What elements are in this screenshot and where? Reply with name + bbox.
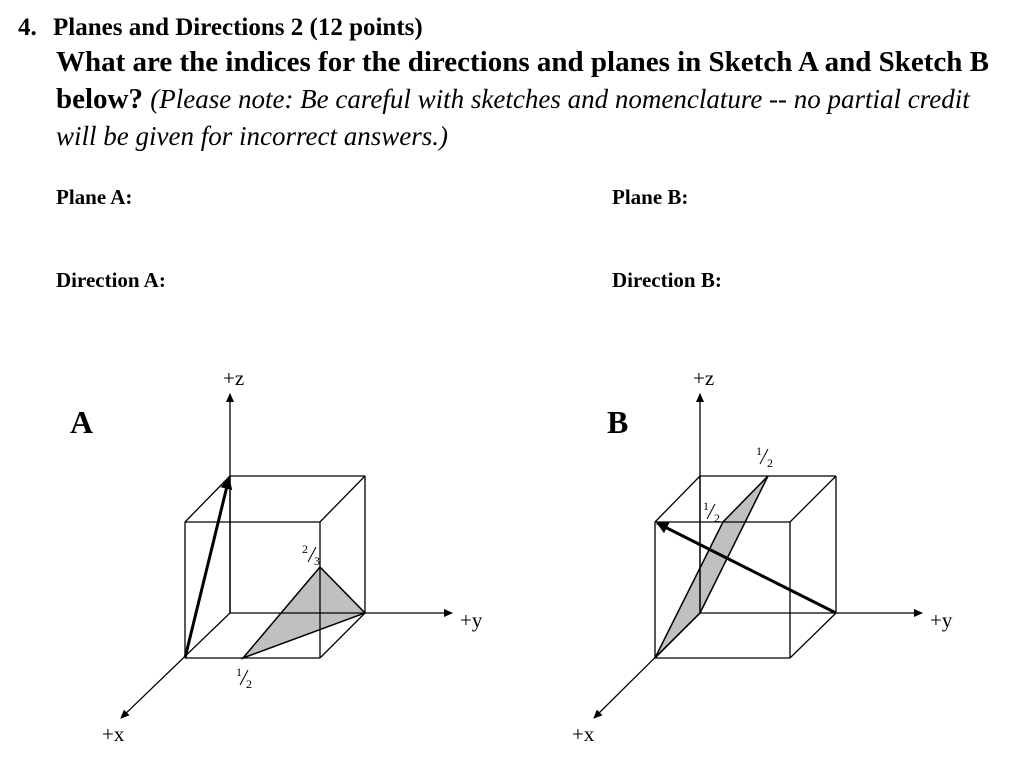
direction-a-arrow bbox=[185, 478, 229, 658]
y-axis-a-label: +y bbox=[460, 608, 483, 632]
x-axis-b bbox=[594, 613, 700, 718]
sketch-a bbox=[70, 366, 483, 746]
svg-text:2: 2 bbox=[714, 511, 720, 525]
x-axis-a-label: +x bbox=[102, 722, 125, 746]
z-axis-b-label: +z bbox=[693, 366, 715, 390]
direction-a-label: Direction A: bbox=[56, 268, 166, 292]
intercept-x-a-fraction bbox=[236, 665, 252, 691]
intercept-z-a-fraction bbox=[302, 542, 320, 568]
y-axis-b-label: +y bbox=[930, 608, 953, 632]
z-axis-a-label: +z bbox=[223, 366, 245, 390]
question-title: Planes and Directions 2 (12 points) bbox=[53, 14, 423, 41]
sketch-a-label: A bbox=[70, 404, 94, 440]
plane-b-shape bbox=[655, 476, 768, 658]
question-number: 4. bbox=[18, 14, 37, 41]
svg-text:2: 2 bbox=[767, 456, 773, 470]
sketch-b-label: B bbox=[607, 404, 629, 440]
plane-b-label: Plane B: bbox=[612, 185, 689, 209]
svg-text:1: 1 bbox=[756, 444, 762, 458]
prompt-bold-text: What are the indices for the directions and planes in Sketch A and Sketch B below? bbox=[56, 46, 989, 115]
sketch-b bbox=[572, 366, 953, 746]
x-axis-b-label: +x bbox=[572, 722, 595, 746]
direction-b-label: Direction B: bbox=[612, 268, 722, 292]
intercept-left-b-fraction bbox=[703, 499, 720, 525]
intercept-top-b-fraction bbox=[756, 444, 773, 470]
svg-text:2: 2 bbox=[302, 542, 308, 556]
prompt-note-text: (Please note: Be careful with sketches and nomenclature -- no partial credit will be given for incorrect answers.) bbox=[56, 84, 970, 151]
svg-text:1: 1 bbox=[236, 665, 242, 679]
x-axis-a bbox=[121, 613, 230, 718]
svg-text:1: 1 bbox=[703, 499, 709, 513]
svg-text:2: 2 bbox=[246, 677, 252, 691]
plane-a-label: Plane A: bbox=[56, 185, 133, 209]
svg-text:3: 3 bbox=[314, 554, 320, 568]
